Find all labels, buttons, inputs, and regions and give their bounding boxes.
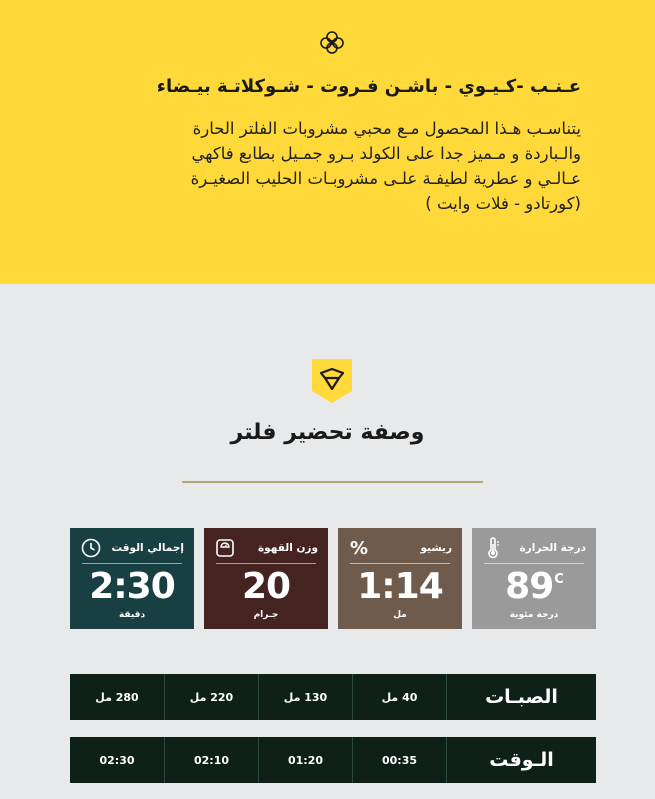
time-cell: 02:30	[99, 753, 135, 767]
card-divider	[82, 563, 182, 564]
total-time-value: 2:30	[89, 566, 175, 607]
total-time-unit: دقيقة	[118, 610, 146, 620]
temperature-value: $89^C$	[505, 566, 563, 607]
times-header: الـوقت	[446, 737, 596, 783]
temperature-unit: درجة مئوية	[509, 610, 559, 620]
clock-icon	[80, 537, 102, 559]
coffee-description	[61, 116, 581, 216]
thermometer-icon	[482, 537, 504, 559]
coffee-weight-unit: جـرام	[253, 610, 279, 620]
pour-cell: 40 مل	[352, 674, 446, 720]
time-cell: 02:10	[164, 737, 258, 783]
time-cell: 00:35	[352, 737, 446, 783]
pour-cell: 280 مل	[95, 690, 139, 704]
temperature-label: درجة الحرارة	[519, 542, 586, 554]
coffee-blossom-icon	[318, 28, 346, 56]
pours-header: الصبـات	[446, 674, 596, 720]
card-divider	[216, 563, 316, 564]
temperature-card	[472, 528, 596, 629]
ratio-unit: مل	[393, 610, 407, 620]
description-line: (كورتادو - فلات وايت )	[425, 194, 581, 213]
ratio-label: ريشيو	[420, 542, 452, 554]
divider	[182, 481, 483, 483]
card-divider	[350, 563, 450, 564]
coffee-weight-value: 20	[241, 566, 291, 607]
pour-cell: 220 مل	[164, 674, 258, 720]
time-cell: 01:20	[258, 737, 352, 783]
percent-icon: %	[349, 537, 369, 559]
total-time-label: إجمالي الوقت	[111, 542, 184, 554]
coffee-weight-label: وزن القهوة	[257, 542, 318, 554]
description-line: عـالـي و عطرية لطيفـة علـى مشروبـات الحليب الصغيـرة	[190, 169, 581, 188]
pour-cell: 130 مل	[258, 674, 352, 720]
description-line: يتناسـب هـذا المحصول مـع محبي مشروبات الفلتر الحارة	[192, 119, 581, 138]
flavor-notes: عـنـب -كـيـوي - باشـن فـروت - شـوكلاتـة بيـضاء	[156, 76, 581, 97]
celsius-mark: C	[554, 572, 563, 587]
ratio-card	[338, 528, 462, 629]
coffee-weight-card	[204, 528, 328, 629]
description-section	[0, 0, 655, 284]
filter-cone-badge-icon	[312, 359, 352, 403]
times-row	[70, 737, 596, 783]
recipe-title: وصفة تحضير فلتر	[230, 420, 425, 445]
scale-icon	[214, 537, 236, 559]
ratio-value: 1:14	[357, 566, 443, 607]
pours-row	[70, 674, 596, 720]
card-divider	[484, 563, 584, 564]
total-time-card	[70, 528, 194, 629]
description-line: والـباردة و مـميز جدا على الكولد بـرو جمـيل بطابع فاكهي	[191, 144, 581, 163]
